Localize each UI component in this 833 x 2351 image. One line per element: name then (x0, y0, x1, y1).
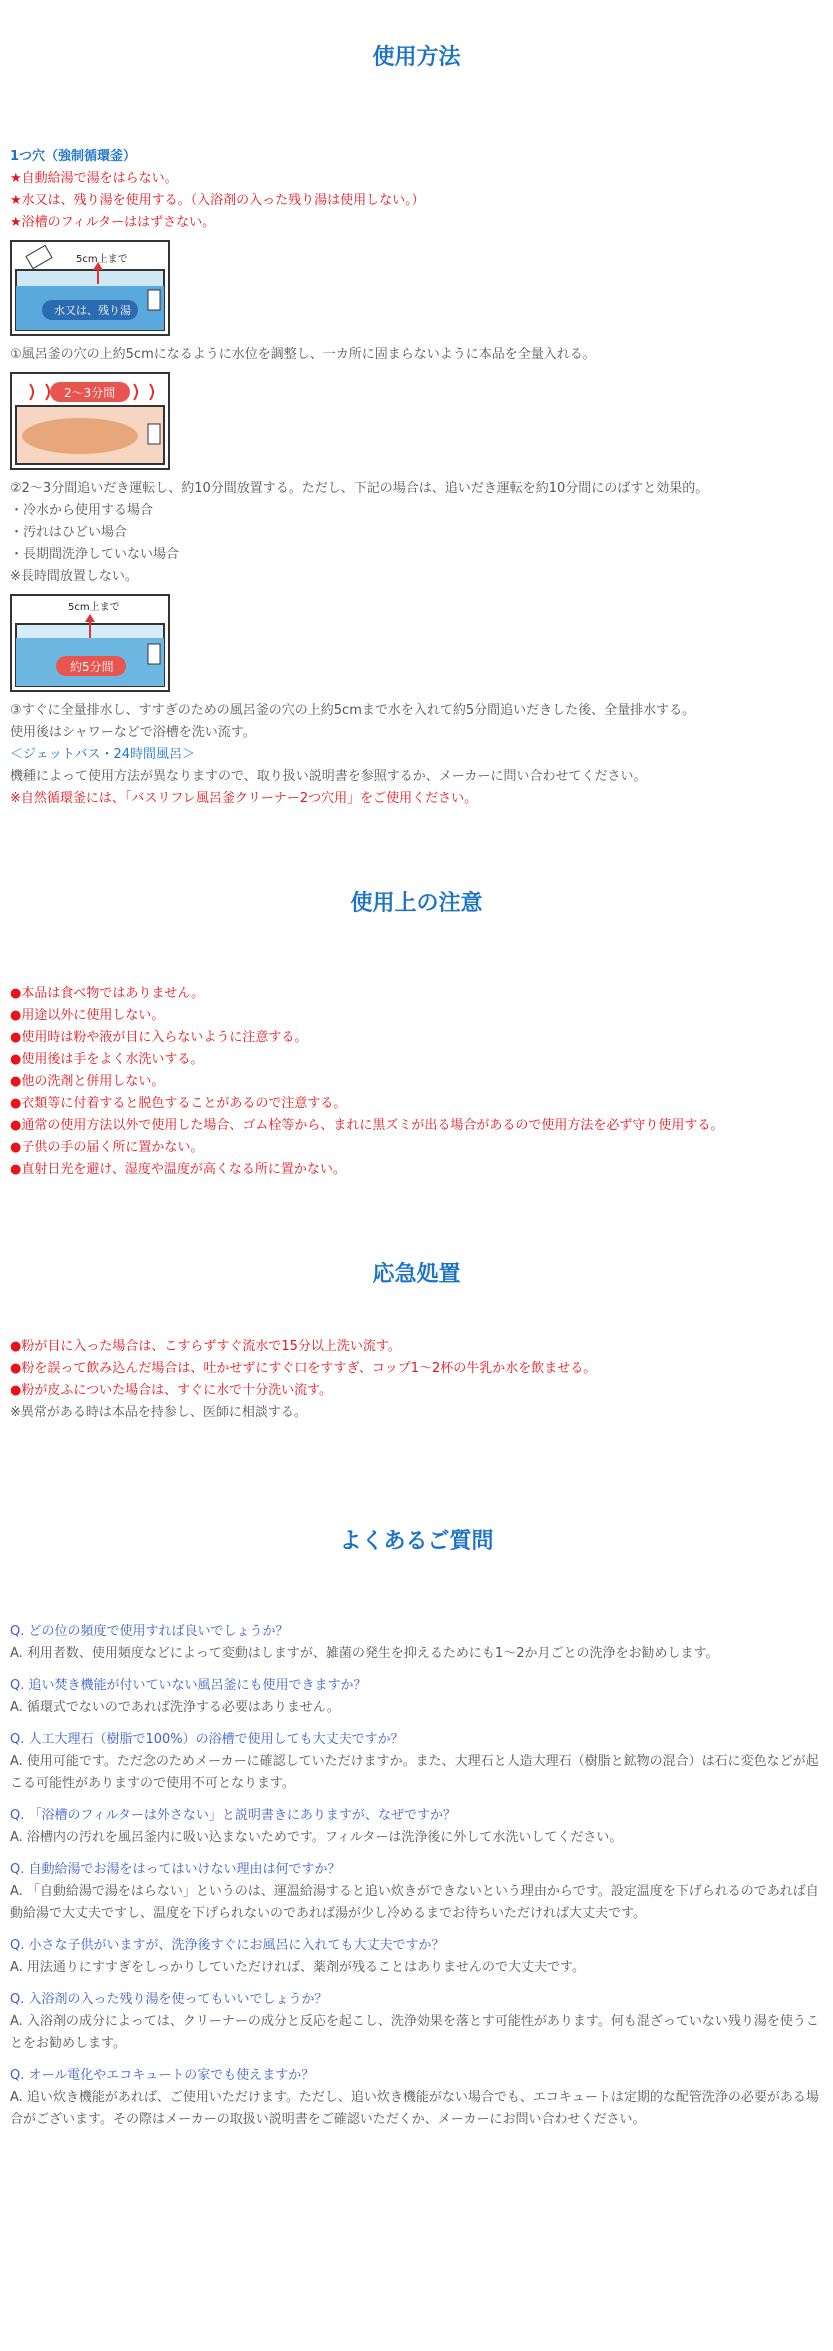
faq-answer: A. 入浴剤の成分によっては、クリーナーの成分と反応を起こし、洗浄効果を落とす可能性があります。何も混ざっていない残り湯を使うことをお勧めします。 (10, 2014, 819, 2051)
caution-item-4: ●使用後は手をよく水洗いする。 (10, 1052, 204, 1067)
jet-note: ※自然循環釜には、「バスリフレ風呂釜クリーナー2つ穴用」をご使用ください。 (10, 791, 478, 806)
faq-answer: A. 循環式でないのであれば洗浄する必要はありません。 (10, 1700, 340, 1715)
jet-text: 機種によって使用方法が異なりますので、取り扱い説明書を参照するか、メーカーに問い合わせてください。 (10, 769, 647, 784)
usage-step2-note: ※長時間放置しない。 (10, 569, 138, 584)
faq-item (10, 1859, 823, 1925)
caution-item-6: ●衣類等に付着すると脱色することがあるので注意する。 (10, 1096, 347, 1111)
jet-header: ＜ジェットバス・24時間風呂＞ (10, 747, 196, 762)
faq-answer: A. 追い炊き機能があれば、ご使用いただけます。ただし、追い炊き機能がない場合でも、エコキュートは定期的な配管洗浄の必要がある場合がございます。その際はメーカーの取扱い説明書をご確認いただくか、メーカーにお問い合わせください。 (10, 2090, 819, 2127)
caution-item-2: ●用途以外に使用しない。 (10, 1008, 165, 1023)
faq-item (10, 1729, 823, 1795)
faq-title: よくあるご質問 (339, 1529, 494, 1554)
faq-item (10, 2065, 823, 2131)
faq-answer: A. 利用者数、使用頻度などによって変動はしますが、雑菌の発生を抑えるためにも1〜2か月ごとの洗浄をお勧めします。 (10, 1646, 719, 1661)
faq-question: Q. 入浴剤の入った残り湯を使ってもいいでしょうか？ (10, 1992, 328, 2007)
emergency-item-1: ●粉が目に入った場合は、こすらずすぐ流水で15分以上洗い流す。 (10, 1339, 401, 1354)
faq-question: Q. 追い焚き機能が付いていない風呂釜にも使用できますか？ (10, 1678, 367, 1693)
emergency-note: ※異常がある時は本品を持参し、医師に相談する。 (10, 1405, 307, 1420)
illus1-label-main: 水又は、残り湯 (54, 304, 131, 317)
bath-illustration-1 (10, 240, 170, 336)
usage-step2-bullet-1: ・冷水から使用する場合 (10, 503, 154, 518)
usage-step2-bullet-3: ・長期間洗浄していない場合 (10, 547, 180, 562)
usage-title: 使用方法 (372, 45, 461, 70)
usage-header: 1つ穴（強制循環釜） (10, 149, 137, 164)
faq-answer: A. 浴槽内の汚れを風呂釜内に吸い込まないためです。フィルターは洗浄後に外して水洗いしてください。 (10, 1830, 623, 1845)
usage-step3-after: 使用後はシャワーなどで浴槽を洗い流す。 (10, 725, 256, 740)
usage-step-3: ③すぐに全量排水し、すすぎのための風呂釜の穴の上約5cmまで水を入れて約5分間追いだきした後、全量排水する。 (10, 703, 696, 718)
bath-illustration-2 (10, 372, 170, 470)
illus2-label-main: 2〜3分間 (64, 386, 116, 400)
caution-item-9: ●直射日光を避け、湿度や温度が高くなる所に置かない。 (10, 1162, 346, 1177)
emergency-item-3: ●粉が皮ふについた場合は、すぐに水で十分洗い流す。 (10, 1383, 333, 1398)
caution-item-8: ●子供の手の届く所に置かない。 (10, 1140, 204, 1155)
bath-illustration-3 (10, 594, 170, 692)
usage-step-1: ①風呂釜の穴の上約5cmになるように水位を調整し、一カ所に固まらないように本品を全量入れる。 (10, 347, 596, 362)
emergency-title: 応急処置 (372, 1262, 461, 1287)
faq-question: Q. 小さな子供がいますが、洗浄後すぐにお風呂に入れても大丈夫ですか？ (10, 1938, 445, 1953)
emergency-item-2: ●粉を誤って飲み込んだ場合は、吐かせずにすぐ口をすすぎ、コップ1〜2杯の牛乳か水を飲ませる。 (10, 1361, 597, 1376)
faq-answer: A. 「自動給湯で湯をはらない」というのは、運温給湯すると追い炊きができないという理由からです。設定温度を下げられるのであれば自動給湯で大丈夫ですし、温度を下げられないのであれば湯が少し冷めるまでお待ちいただければ大丈夫です。 (10, 1884, 819, 1921)
faq-question: Q. 「浴槽のフィルターは外さない」と説明書きにありますが、なぜですか？ (10, 1808, 456, 1823)
faq-answer: A. 用法通りにすすぎをしっかりしていただければ、薬剤が残ることはありませんので大丈夫です。 (10, 1960, 586, 1975)
usage-star-3: ★浴槽のフィルターははずさない。 (10, 215, 216, 230)
faq-answer: A. 使用可能です。ただ念のためメーカーに確認していただけますか。また、大理石と人造大理石（樹脂と鉱物の混合）は石に変色などが起こる可能性がありますので使用不可となります。 (10, 1754, 819, 1791)
illus3-label-main: 約5分間 (70, 660, 114, 674)
caution-item-3: ●使用時は粉や液が目に入らないように注意する。 (10, 1030, 308, 1045)
faq-item (10, 1989, 823, 2055)
caution-title: 使用上の注意 (350, 891, 483, 916)
faq-question: Q. どの位の頻度で使用すれば良いでしょうか？ (10, 1624, 289, 1639)
caution-item-7: ●通常の使用方法以外で使用した場合、ゴム栓等から、まれに黒ズミが出る場合があるので使用方法を必ず守り使用する。 (10, 1118, 724, 1133)
faq-item (10, 1621, 823, 1665)
usage-star-1: ★自動給湯で湯をはらない。 (10, 171, 178, 186)
faq-item (10, 1805, 823, 1849)
faq-question: Q. 自動給湯でお湯をはってはいけない理由は何ですか？ (10, 1862, 341, 1877)
faq-question: Q. オール電化やエコキュートの家でも使えますか？ (10, 2068, 315, 2083)
faq-item (10, 1935, 823, 1979)
usage-step2-bullet-2: ・汚れはひどい場合 (10, 525, 128, 540)
usage-star-2: ★水又は、残り湯を使用する。（入浴剤の入った残り湯は使用しない。） (10, 193, 425, 208)
illus1-label-top: 5cm上まで (76, 254, 128, 265)
faq-question: Q. 人工大理石（樹脂で100%）の浴槽で使用しても大丈夫ですか？ (10, 1732, 404, 1747)
illus3-label-top: 5cm上まで (68, 602, 120, 613)
usage-step-2: ②2〜3分間追いだき運転し、約10分間放置する。ただし、下記の場合は、追いだき運転を約10分間にのばすと効果的。 (10, 481, 709, 496)
caution-item-5: ●他の洗剤と併用しない。 (10, 1074, 165, 1089)
caution-item-1: ●本品は食べ物ではありません。 (10, 986, 205, 1001)
faq-item (10, 1675, 823, 1719)
